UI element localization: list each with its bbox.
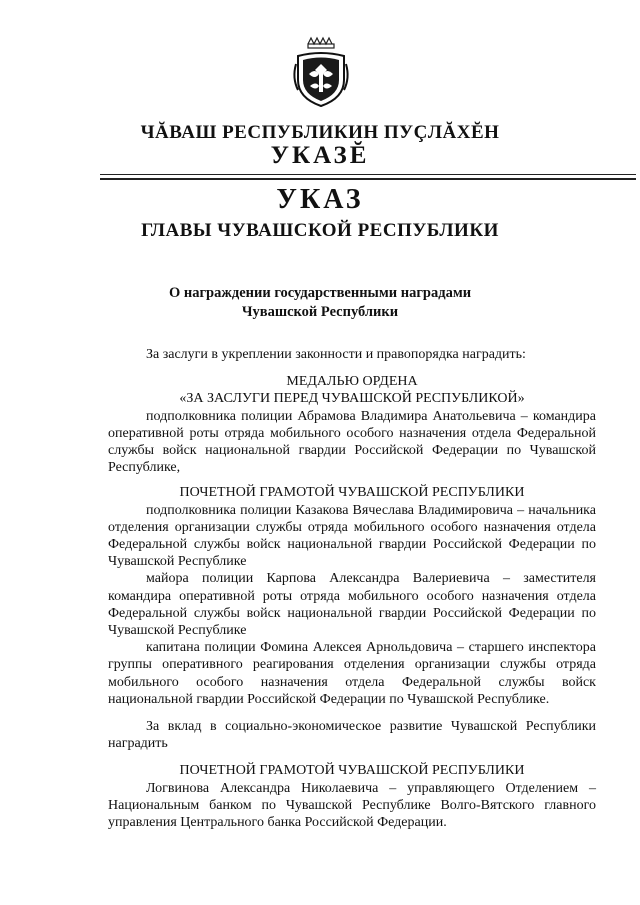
award-gramota-heading: ПОЧЕТНОЙ ГРАМОТОЙ ЧУВАШСКОЙ РЕСПУБЛИКИ bbox=[179, 485, 525, 501]
recipient-fomin: капитана полиции Фомина Алексея Арнольдовича – старшего инспектора группы оперативного реагирования отделения организации службы отряда мобильного особого назначения отдела Федеральной службы войск национальной гвардии Российской Федерации по Чувашской Республике. bbox=[108, 640, 596, 707]
document-title bbox=[0, 284, 640, 322]
recipient-abramov: подполковника полиции Абрамова Владимира Анатольевича – командира оперативной роты отряда мобильного особого назначения отдела Федеральной службы войск национальной гвардии Российской Федерации по Чувашской Республике, bbox=[108, 408, 596, 476]
header-glavy: ГЛАВЫ ЧУВАШСКОЙ РЕСПУБЛИКИ bbox=[141, 220, 499, 241]
intro-paragraph-2: За вклад в социально-экономическое развитие Чувашской Республики наградить bbox=[108, 719, 596, 752]
title-line-1: О награждении государственными наградами bbox=[168, 285, 472, 301]
recipient-logvinov: Логвинова Александра Николаевича – управляющего Отделением – Национальным банком по Чувашской Республике Волго-Вятского главного управления Центрального банка Российской Федерации. bbox=[108, 780, 596, 831]
header-divider-thin bbox=[100, 174, 636, 175]
intro-paragraph: За заслуги в укреплении законности и правопорядка наградить: bbox=[146, 347, 526, 362]
award-medal-line-1: МЕДАЛЬЮ ОРДЕНА bbox=[286, 374, 418, 390]
title-line-2: Чувашской Республики bbox=[241, 304, 399, 320]
recipient-karpov: майора полиции Карпова Александра Валериевича – заместителя командира оперативной роты отряда мобильного особого назначения отдела Федеральной службы войск национальной гвардии Российской Федерации по Чувашской Республике bbox=[108, 571, 596, 639]
recipient-kazakov: подполковника полиции Казакова Вячеслава Владимировича – начальника отделения организации службы отряда мобильного особого назначения отдела Федеральной службы войск национальной гвардии Российской Федерации по Чувашской Республике bbox=[108, 502, 596, 570]
award-gramota-heading-2: ПОЧЕТНОЙ ГРАМОТОЙ ЧУВАШСКОЙ РЕСПУБЛИКИ bbox=[179, 763, 525, 779]
header-ukaz: УКАЗ bbox=[276, 184, 364, 215]
header-divider-thick bbox=[100, 178, 636, 180]
document-body bbox=[108, 346, 596, 831]
header-ukaze: УКАЗĔ bbox=[270, 142, 370, 169]
coat-of-arms-emblem bbox=[290, 34, 352, 110]
header-chuvash-title: ЧĂВАШ РЕСПУБЛИКИН ПУÇЛĂХĔН bbox=[140, 122, 500, 143]
award-medal-line-2: «ЗА ЗАСЛУГИ ПЕРЕД ЧУВАШСКОЙ РЕСПУБЛИКОЙ» bbox=[179, 391, 525, 407]
